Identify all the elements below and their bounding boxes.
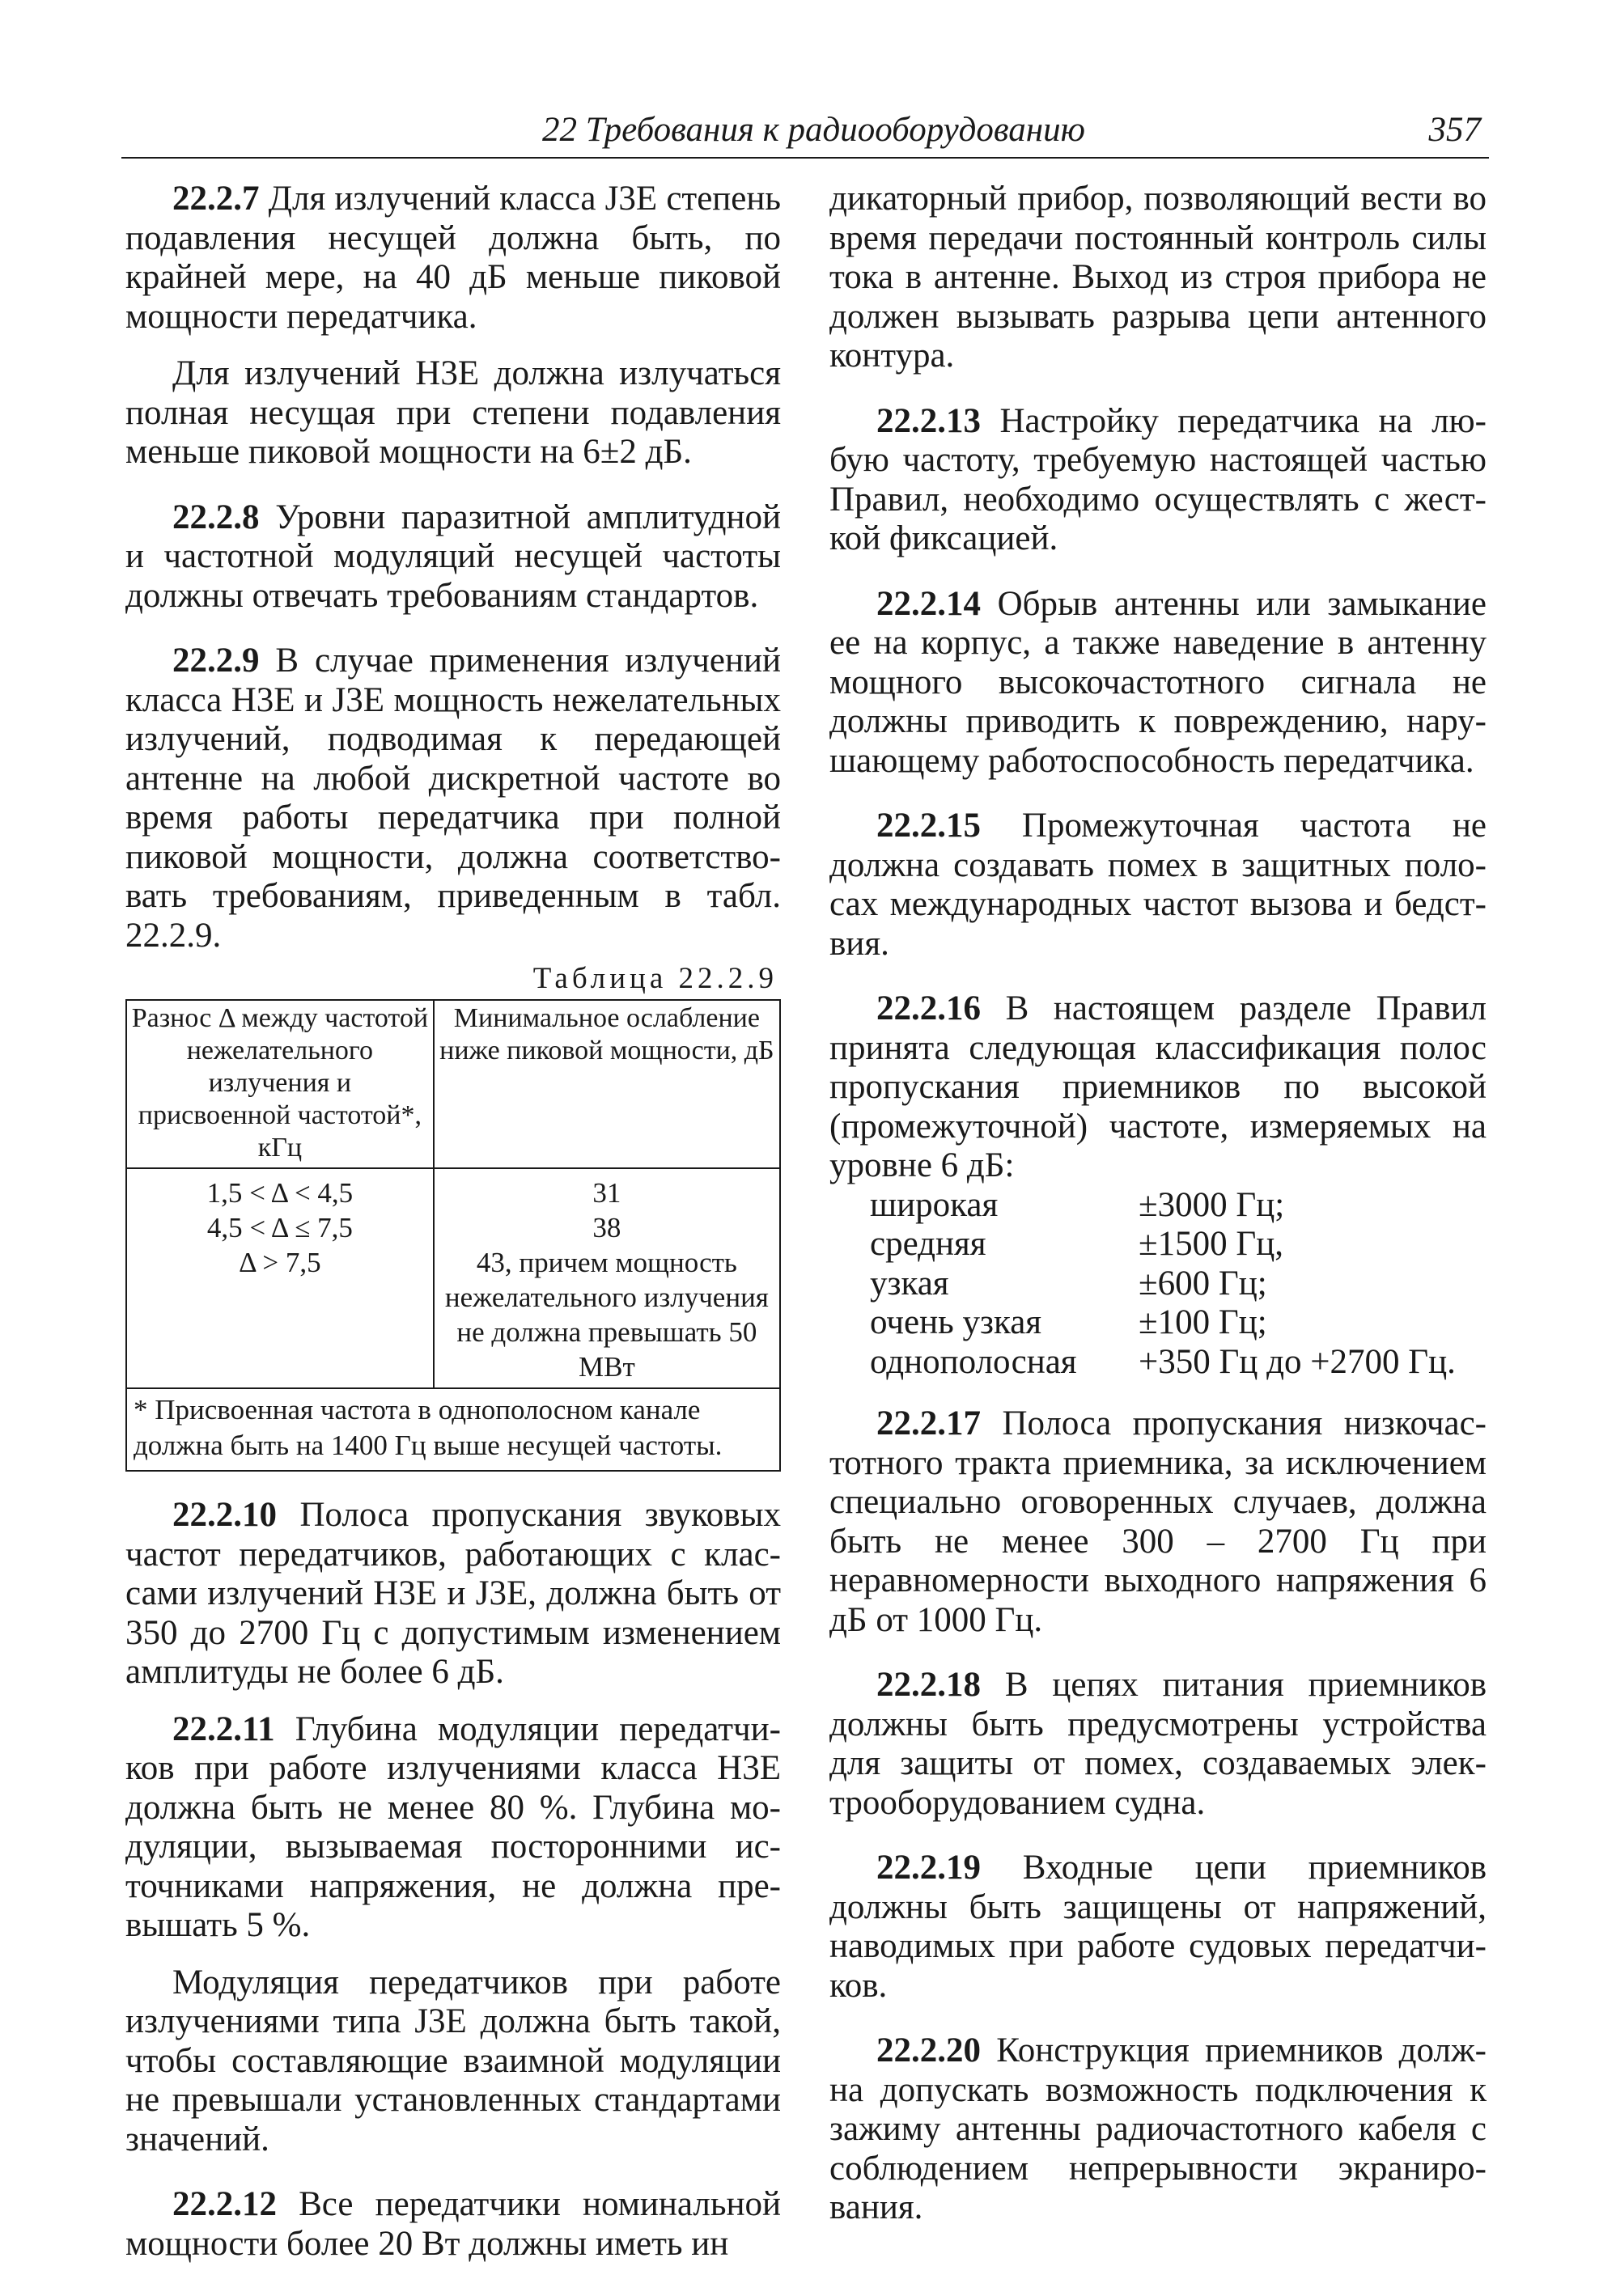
paragraph-22-2-17 [829,1404,1487,1640]
paragraph-text: В случае применения излучений класса H3E и J3E мощность нежелательных излучений, подводимая к передающей антенне на любой дискретной частоте во время работы передатчика при полной пиковой мощности, должна соответствовать требованиям, приведенным в табл. 22.2.9. [125,642,781,955]
paragraph-number: 22.2.18 [876,1666,981,1704]
attenuation-value: 38 [592,1212,621,1243]
bandwidth-row [829,1264,1487,1304]
bandwidth-row [829,1225,1487,1264]
paragraph-22-2-15 [829,807,1487,964]
right-column [829,180,1487,2246]
bandwidth-row [829,1303,1487,1343]
paragraph-number: 22.2.20 [876,2031,981,2069]
paragraph-text: Полоса пропускания низкочастотного тракта приемника, за исключением специально оговоренных случаев, должна быть не менее 300 – 2700 Гц при неравномерности выходного напряжения 6 дБ от 1000 Гц. [829,1404,1487,1639]
page-number: 357 [1428,111,1481,149]
paragraph-text: Обрыв антенны или замыкание ее на корпус, а также наведение в антенну мощного высокочастотного сигнала не должны приводить к повреждению, нарушающему работоспособность передатчика. [829,584,1487,780]
bandwidth-value: +350 Гц до +2700 Гц. [1139,1342,1456,1381]
paragraph-text: Полоса пропускания звуковых частот передатчиков, работающих с классами излучений H3E и J3E, должна быть от 350 до 2700 Гц с допустимым изменением амплитуды не более 6 дБ. [125,1496,781,1691]
bandwidth-value: ±600 Гц; [1139,1264,1267,1303]
table-header-attenuation: Минимальное ослабление ниже пиковой мощности, дБ [434,1000,780,1168]
paragraph-text: Настройку передатчика на любую частоту, требуемую настоящей частью Правил, необходимо осуществлять с жесткой фиксацией. [829,401,1487,557]
paragraph-22-2-19 [829,1849,1487,2006]
paragraph-number: 22.2.10 [172,1496,277,1534]
paragraph-22-2-9 [125,642,781,955]
paragraph-number: 22.2.11 [172,1709,275,1748]
bandwidth-name: узкая [870,1264,949,1303]
table-caption: Таблица 22.2.9 [532,962,778,995]
paragraph-text: Конструкция приемников должна допускать возможность подключения к зажиму антенны радиочастотного кабеля с соблюдением непрерывности экранирования. [829,2031,1487,2226]
paragraph-number: 22.2.19 [876,1849,981,1887]
paragraph-text: Все передатчики номинальной мощности более 20 Вт должны иметь ин [125,2185,781,2263]
paragraph-number: 22.2.16 [876,989,981,1027]
paragraph-number: 22.2.9 [172,642,260,680]
paragraph-text: Уровни паразитной амплитудной и частотной модуляций несущей частоты должны отвечать требованиям стандартов. [125,498,781,615]
table-footnote-row [126,1388,780,1471]
bandwidth-name: средняя [870,1225,986,1263]
paragraph-22-2-11 [125,1710,781,1946]
bandwidth-value: ±100 Гц; [1139,1303,1267,1341]
table-data-row [126,1168,780,1388]
paragraph-22-2-7 [125,180,781,337]
range-value: 4,5 < Δ ≤ 7,5 [206,1212,353,1243]
paragraph-text: Глубина модуляции передатчиков при работе излучениями класса H3E должна быть не менее 80 %. Глубина модуляции, вызываемая посторонними источниками напряжения, не должна превышать 5 %. [125,1709,781,1944]
paragraph-number: 22.2.7 [172,180,260,218]
bandwidth-name: однополосная [870,1342,1077,1381]
bandwidth-name: очень узкая [870,1303,1042,1341]
attenuation-value: 43, причем мощность нежелательного излучения не должна превышать 50 МВт [444,1247,769,1383]
paragraph-22-2-12-cont: дикаторный прибор, позволяющий вести во время передачи постоянный контроль силы тока в антенне. Выход из строя прибора не должен вызывать разрыва цепи антенного контура. [829,180,1487,375]
attenuation-table [125,999,781,1472]
paragraph-text: В настоящем разделе Правил принята следующая классификация полос пропускания приемников по высокой (промежуточной) частоте, измеряемых на уровне 6 дБ: [829,989,1487,1184]
paragraph-text: Для излучений класса J3E степень подавления несущей должна быть, по крайней мере, на 40 дБ меньше пиковой мощности передатчика. [125,180,781,336]
paragraph-22-2-11-cont: Модуляция передатчиков при работе излучениями типа J3E должна быть такой, чтобы составляющие взаимной модуляции не превышали установленных стандартами значений. [125,1963,781,2158]
bandwidth-list [829,1186,1487,1383]
paragraph-22-2-20 [829,2031,1487,2228]
range-value: 1,5 < Δ < 4,5 [206,1177,354,1209]
bandwidth-value: ±3000 Гц; [1139,1185,1285,1224]
paragraph-22-2-18 [829,1666,1487,1823]
paragraph-22-2-13 [829,402,1487,559]
paragraph-22-2-12 [125,2185,781,2264]
paragraph-number: 22.2.14 [876,584,981,623]
bandwidth-row [829,1343,1487,1383]
table-footnote: * Присвоенная частота в однополосном канале должна быть на 1400 Гц выше несущей частоты. [126,1388,780,1471]
running-header [121,107,1489,159]
paragraph-number: 22.2.8 [172,498,260,536]
table-cell-attenuations [434,1168,780,1388]
paragraph-22-2-7-cont: Для излучений H3E должна излучаться полная несущая при степени подавления меньше пиковой мощности на 6±2 дБ. [125,354,781,471]
chapter-title: 22 Требования к радиооборудованию [542,111,1085,149]
bandwidth-row [829,1186,1487,1226]
range-value: Δ > 7,5 [239,1247,321,1278]
paragraph-text: Входные цепи приемников должны быть защищены от напряжений, наводимых при работе судовых передатчиков. [829,1849,1487,2005]
table-header-row [126,1000,780,1168]
paragraph-22-2-14 [829,585,1487,782]
paragraph-number: 22.2.15 [876,807,981,845]
bandwidth-value: ±1500 Гц, [1139,1225,1283,1263]
table-header-separation: Разнос Δ между частотой нежелательного излучения и присвоенной частотой*, кГц [126,1000,434,1168]
paragraph-number: 22.2.17 [876,1404,981,1442]
paragraph-text: Промежуточная частота не должна создавать помех в защитных полосах международных частот вызова и бедствия. [829,807,1487,963]
paragraph-number: 22.2.12 [172,2185,277,2223]
paragraph-22-2-10 [125,1496,781,1692]
paragraph-text: В цепях питания приемников должны быть предусмотрены устройства для защиты от помех, создаваемых электрооборудованием судна. [829,1666,1487,1822]
attenuation-value: 31 [592,1177,621,1209]
left-column [125,180,781,2281]
paragraph-number: 22.2.13 [876,401,981,440]
bandwidth-name: широкая [870,1185,999,1224]
paragraph-22-2-8 [125,498,781,616]
table-cell-ranges [126,1168,434,1388]
paragraph-22-2-16 [829,989,1487,1186]
